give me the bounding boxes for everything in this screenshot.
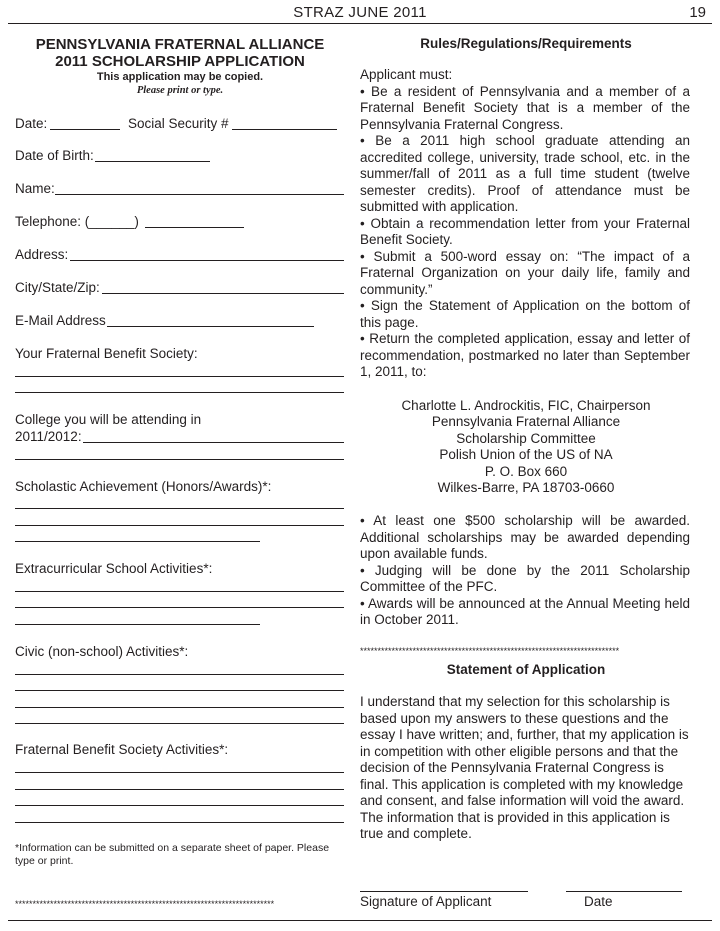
form-footnote: *Information can be submitted on a separate sheet of paper. Please type or print. — [15, 842, 330, 867]
dob-field[interactable] — [95, 161, 210, 162]
copy-note: This application may be copied. — [96, 71, 264, 83]
print-note: Please print or type. — [136, 85, 224, 96]
rules-heading: Rules/Regulations/Requirements — [420, 36, 632, 51]
fraternal-activities-label: Fraternal Benefit Society Activities*: — [15, 742, 229, 757]
address-line: Charlotte L. Androckitis, FIC, Chairperson — [401, 398, 651, 413]
civic-label: Civic (non-school) Activities*: — [15, 644, 189, 659]
header-rule — [8, 23, 712, 24]
rules-item: • Be a resident of Pennsylvania and a member of a Fraternal Benefit Society that is a member of the Pennsylvania Fraternal Congress. — [360, 83, 690, 132]
signature-date-label: Date — [584, 894, 613, 909]
scholastic-label: Scholastic Achievement (Honors/Awards)*: — [15, 479, 272, 494]
date-field[interactable] — [50, 129, 120, 130]
address-line: Pennsylvania Fraternal Alliance — [431, 414, 621, 430]
name-label: Name: — [15, 181, 55, 196]
scholastic-field-line[interactable] — [15, 541, 260, 542]
city-state-zip-field[interactable] — [102, 293, 344, 294]
society-field-line[interactable] — [15, 392, 344, 393]
civic-field-line[interactable] — [15, 674, 344, 675]
address-line: P. O. Box 660 — [484, 463, 568, 479]
society-field-line[interactable] — [15, 376, 344, 377]
college-label: College you will be attending in — [15, 412, 202, 427]
email-label: E-Mail Address — [15, 313, 106, 328]
rules-item: • Submit a 500-word essay on: “The impact of a Fraternal Organization on your daily life, family and community.” — [360, 248, 690, 297]
civic-field-line[interactable] — [15, 707, 344, 708]
address-line: Wilkes-Barre, PA 18703-0660 — [437, 480, 615, 496]
city-state-zip-label: City/State/Zip: — [15, 280, 100, 295]
extracurricular-field-line[interactable] — [15, 607, 344, 608]
fraternal-activities-field-line[interactable] — [15, 772, 344, 773]
college-label-year: 2011/2012: — [15, 429, 82, 444]
running-head: STRAZ JUNE 2011 — [293, 4, 427, 21]
ssn-field[interactable] — [232, 129, 337, 130]
signature-label: Signature of Applicant — [360, 894, 492, 909]
name-field[interactable] — [55, 194, 344, 195]
civic-field-line[interactable] — [15, 690, 344, 691]
fraternal-activities-field-line[interactable] — [15, 822, 344, 823]
statement-body — [360, 694, 690, 843]
scholastic-field-line[interactable] — [15, 508, 344, 509]
address-line: Scholarship Committee — [456, 430, 596, 446]
form-title-line2: 2011 SCHOLARSHIP APPLICATION — [55, 53, 305, 70]
extracurricular-field-line[interactable] — [15, 624, 260, 625]
dob-label: Date of Birth: — [15, 148, 94, 163]
statement-heading: Statement of Application — [446, 662, 606, 677]
address-line: Polish Union of the US of NA — [439, 447, 613, 463]
form-title-line1: PENNSYLVANIA FRATERNAL ALLIANCE — [35, 36, 325, 53]
rules-list — [360, 67, 690, 381]
email-field[interactable] — [107, 326, 314, 327]
ssn-label: Social Security # — [128, 116, 229, 131]
form-separator: ************************************************************************** — [15, 899, 275, 909]
address-field[interactable] — [70, 260, 344, 261]
awards-list — [360, 513, 690, 629]
telephone-label: Telephone: (______) — [15, 214, 139, 229]
rules-item: • Be a 2011 high school graduate attending an accredited college, university, trade school, etc. in the summer/fall of 2011 as a full time student (twelve semester credits). Proof of attendance must be submitted with application. — [360, 133, 690, 214]
college-field-line[interactable] — [83, 442, 344, 443]
rules-item: • Return the completed application, essay and letter of recommendation, postmarked no later than September 1, 2011, to: — [360, 331, 690, 379]
awards-item: • Judging will be done by the 2011 Scholarship Committee of the PFC. — [360, 562, 690, 594]
awards-item: • Awards will be announced at the Annual Meeting held in October 2011. — [360, 595, 690, 627]
extracurricular-label: Extracurricular School Activities*: — [15, 561, 213, 576]
footer-rule — [8, 920, 712, 921]
page-number: 19 — [689, 4, 706, 21]
rules-item: • Sign the Statement of Application on the bottom of this page. — [360, 298, 690, 330]
signature-field[interactable] — [360, 891, 528, 892]
society-label: Your Fraternal Benefit Society: — [15, 346, 198, 361]
fraternal-activities-field-line[interactable] — [15, 789, 344, 790]
scholastic-field-line[interactable] — [15, 525, 344, 526]
telephone-field[interactable] — [145, 227, 244, 228]
date-label: Date: — [15, 116, 48, 131]
awards-item: • At least one $500 scholarship will be awarded. Additional scholarships may be awarded depending upon available funds. — [360, 513, 690, 561]
mailing-address — [358, 398, 694, 496]
rules-intro: Applicant must: — [360, 67, 453, 82]
civic-field-line[interactable] — [15, 723, 344, 724]
rules-separator: ************************************************************************** — [360, 646, 620, 656]
extracurricular-field-line[interactable] — [15, 591, 344, 592]
college-field-line[interactable] — [15, 459, 344, 460]
statement-text: I understand that my selection for this scholarship is based upon my answers to these questions and the essay I have written; and, further, that my application is in competition with other eligible persons and that the decision of the Pennsylvania Fraternal Congress is final. This application is completed with my knowledge and consent, and false information will void the award. The information that is provided in this application is true and complete. — [360, 694, 689, 841]
rules-item: • Obtain a recommendation letter from your Fraternal Benefit Society. — [360, 215, 690, 247]
address-label: Address: — [15, 247, 69, 262]
signature-date-field[interactable] — [566, 891, 682, 892]
fraternal-activities-field-line[interactable] — [15, 805, 344, 806]
